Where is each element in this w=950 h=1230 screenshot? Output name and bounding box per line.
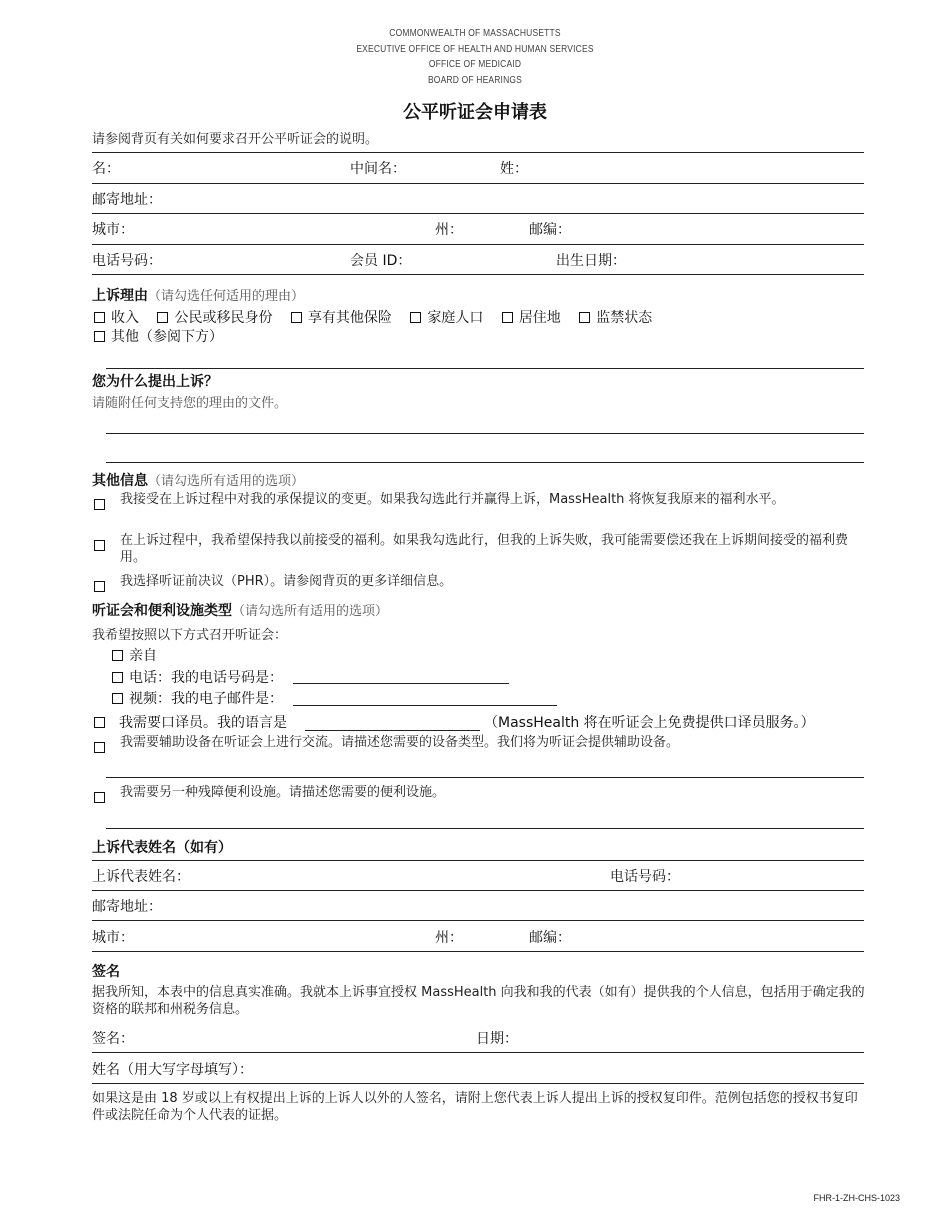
disability-line[interactable]: [106, 828, 864, 829]
agency-line: BOARD OF HEARINGS: [427, 74, 523, 86]
reason-other-insurance[interactable]: 享有其他保险: [291, 310, 392, 326]
divider: [92, 951, 864, 952]
checkbox[interactable]: [94, 576, 111, 595]
zip-field[interactable]: 邮编：: [529, 222, 571, 238]
divider: [92, 244, 864, 245]
disability-option: 我需要另一种残障便利设施。请描述您需要的便利设施。: [120, 785, 446, 800]
checkbox[interactable]: [112, 650, 123, 661]
checkbox-box[interactable]: [94, 540, 105, 551]
state-field[interactable]: 州：: [435, 222, 463, 238]
hearing-video[interactable]: 视频：我的电子邮件是：: [112, 688, 283, 708]
other-reason-line[interactable]: [106, 368, 864, 369]
agency-header: [71, 26, 879, 88]
signature-heading: 签名: [92, 964, 120, 980]
city-field[interactable]: 城市：: [92, 222, 134, 238]
mailing-address-field[interactable]: 邮寄地址：: [92, 192, 162, 208]
checkbox[interactable]: [112, 693, 123, 704]
first-name-field[interactable]: 名：: [92, 161, 120, 177]
why-hint: 请随附任何支持您的理由的文件。: [92, 396, 288, 411]
checkbox[interactable]: [94, 737, 111, 756]
divider: [92, 860, 864, 861]
divider: [92, 1052, 864, 1053]
why-line[interactable]: [106, 462, 864, 463]
divider: [92, 890, 864, 891]
signature-field[interactable]: 签名：: [92, 1031, 134, 1047]
divider: [92, 213, 864, 214]
checkbox[interactable]: [94, 787, 111, 806]
email-line[interactable]: [293, 705, 557, 706]
interpreter-note: （MassHealth 将在听证会上免费提供口译员服务。）: [484, 715, 815, 731]
rep-state-field[interactable]: 州：: [435, 930, 463, 946]
rep-zip-field[interactable]: 邮编：: [529, 930, 571, 946]
divider: [92, 152, 864, 153]
checkbox-box[interactable]: [94, 499, 105, 510]
form-instruction: 请参阅背页有关如何要求召开公平听证会的说明。: [92, 132, 379, 147]
divider: [92, 920, 864, 921]
last-name-field[interactable]: 姓：: [500, 161, 528, 177]
hearing-in-person[interactable]: 亲自: [112, 645, 157, 665]
hearing-intro: 我希望按照以下方式召开听证会：: [92, 628, 288, 643]
device-line[interactable]: [106, 777, 864, 778]
reason-incarceration[interactable]: 监禁状态: [579, 310, 652, 326]
checkbox[interactable]: [112, 672, 123, 683]
checkbox[interactable]: [410, 312, 421, 323]
divider: [92, 1083, 864, 1084]
signature-statement: 据我所知，本表中的信息真实准确。我就本上诉事宜授权 MassHealth 向我和我的代表（如有）提供我的个人信息，包括用于确定我的资格的联邦和州税务信息。: [92, 985, 865, 1017]
print-name-field[interactable]: 姓名（用大写字母填写）：: [92, 1062, 253, 1078]
other-info-option-2: 在上诉过程中，我希望保持我以前接受的福利。如果我勾选此行，但我的上诉失败，我可能需要偿还我在上诉期间接受的福利费用。: [120, 533, 849, 565]
other-info-heading: 其他信息（请勾选所有适用的选项）: [92, 473, 305, 489]
checkbox-box[interactable]: [94, 792, 105, 803]
checkbox[interactable]: [94, 494, 111, 513]
checkbox[interactable]: [579, 312, 590, 323]
checkbox[interactable]: [94, 312, 105, 323]
language-line[interactable]: [305, 730, 480, 731]
checkbox-box[interactable]: [94, 581, 105, 592]
reasons-heading: 上诉理由（请勾选任何适用的理由）: [92, 288, 305, 304]
hearing-phone[interactable]: 电话：我的电话号码是：: [112, 667, 283, 687]
checkbox[interactable]: [291, 312, 302, 323]
representative-heading: 上诉代表姓名（如有）: [92, 840, 232, 856]
interpreter-option[interactable]: 我需要口译员。我的语言是: [94, 712, 287, 732]
dob-field[interactable]: 出生日期：: [556, 253, 626, 269]
why-heading: 您为什么提出上诉？: [92, 374, 218, 390]
checkbox[interactable]: [94, 535, 111, 554]
reason-household[interactable]: 家庭人口: [410, 310, 483, 326]
agency-line: OFFICE OF MEDICAID: [428, 59, 522, 70]
form-title: 公平听证会申请表: [403, 102, 547, 123]
checkbox[interactable]: [502, 312, 513, 323]
member-id-field[interactable]: 会员 ID：: [350, 253, 412, 269]
hearing-heading: 听证会和便利设施类型（请勾选所有适用的选项）: [92, 603, 389, 619]
reason-residence[interactable]: 居住地: [502, 310, 561, 326]
rep-name-field[interactable]: 上诉代表姓名：: [92, 869, 190, 885]
reasons-options: [94, 307, 666, 327]
divider: [92, 183, 864, 184]
rep-city-field[interactable]: 城市：: [92, 930, 134, 946]
reason-income[interactable]: 收入: [94, 310, 139, 326]
other-info-option-1: 我接受在上诉过程中对我的承保提议的变更。如果我勾选此行并赢得上诉，MassHealth 将恢复我原来的福利水平。: [120, 492, 785, 507]
agency-line: EXECUTIVE OFFICE OF HEALTH AND HUMAN SERVICES: [356, 43, 594, 55]
middle-name-field[interactable]: 中间名：: [350, 161, 406, 177]
checkbox-box[interactable]: [94, 742, 105, 753]
device-option: 我需要辅助设备在听证会上进行交流。请描述您需要的设备类型。我们将为听证会提供辅助设备。: [120, 735, 680, 750]
checkbox[interactable]: [94, 717, 105, 728]
checkbox[interactable]: [157, 312, 168, 323]
why-line[interactable]: [106, 433, 864, 434]
form-id: FHR-1-ZH-CHS-1023: [813, 1193, 900, 1203]
reason-other[interactable]: 其他（参阅下方）: [94, 326, 223, 346]
agency-line: COMMONWEALTH OF MASSACHUSETTS: [389, 28, 561, 39]
other-info-option-3: 我选择听证前决议（PHR）。请参阅背页的更多详细信息。: [120, 574, 453, 589]
signature-note: 如果这是由 18 岁或以上有权提出上诉的上诉人以外的人签名，请附上您代表上诉人提出上诉的授权复印件。范例包括您的授权书复印件或法院任命为个人代表的证据。: [92, 1091, 858, 1123]
phone-number-line[interactable]: [293, 683, 509, 684]
reason-citizenship[interactable]: 公民或移民身份: [157, 310, 272, 326]
rep-address-field[interactable]: 邮寄地址：: [92, 899, 162, 915]
phone-field[interactable]: 电话号码：: [92, 253, 162, 269]
rep-phone-field[interactable]: 电话号码：: [610, 869, 680, 885]
checkbox[interactable]: [94, 331, 105, 342]
divider: [92, 274, 864, 275]
date-field[interactable]: 日期：: [476, 1031, 518, 1047]
